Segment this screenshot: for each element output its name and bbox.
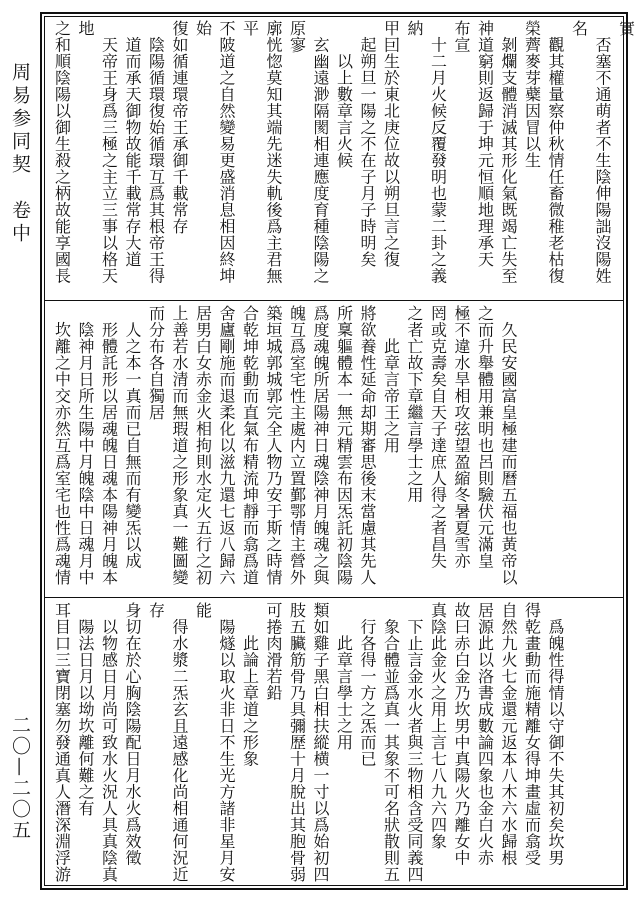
text-column: 行各得一方之炁而已 <box>358 602 377 767</box>
text-band-top <box>50 20 636 296</box>
text-column: 之而升舉體用兼明也呂則驗伏元滿皇 <box>475 305 495 569</box>
text-column: 觀其權量察仲秋情任畜微稚老枯復 <box>546 20 565 284</box>
text-column: 神道窮則返歸于坤元恒順地理承天 <box>475 20 495 268</box>
band-bottom-text <box>50 602 567 884</box>
text-column: 坎離之中交亦然互爲室宅也性爲魂情 <box>52 305 72 586</box>
text-column: 舍廬剛施而退柔化以滋九還七返八歸六 <box>217 305 236 586</box>
text-column: 陽燧以取火非日不生光方諸非星月安能 <box>193 602 236 883</box>
text-column: 道而承天御物故能千載常存大道 <box>123 20 142 268</box>
text-column: 陰神月日所生陽中月魄陰中日魂月中 <box>76 305 95 586</box>
text-column: 爲魄性得情以守御不失其初矣坎男 <box>546 602 565 866</box>
text-column: 起朔旦一陽之不在子月子時明矣 <box>358 20 377 268</box>
text-column: 故曰赤白金乃坎男中真陽火乃離女中 <box>452 602 471 866</box>
text-column: 此論上章道之形象 <box>240 602 260 767</box>
text-column: 布宣 <box>452 20 471 53</box>
text-column: 魄互爲室宅性主處内立置鄞鄂情主營外 <box>287 305 307 586</box>
text-column: 玄幽遠渺隔閡相連應度育種陰陽之原寥 <box>287 20 330 284</box>
text-column: 不陂道之自然變易更盛消息相因終坤始 <box>193 20 236 284</box>
text-column: 人之本一真而已自無而有變炁以成 <box>123 305 142 569</box>
text-column: 名 <box>569 20 589 37</box>
text-column: 所稟軀體本一無元精雲布因炁託初陰陽 <box>334 305 354 586</box>
text-column: 上善若水清而無瑕道之形象真一難圖變 <box>170 305 189 586</box>
text-column: 自然九火七金還元返本八木六水歸根 <box>499 602 518 866</box>
text-column: 可捲肉滑若鉛 <box>264 602 283 701</box>
text-column: 形體託形以居魂魄日魂本陽神月魄本 <box>99 305 119 586</box>
text-column: 實 <box>616 20 636 37</box>
text-column: 罔或克壽矣自天子達庶人得之者昌失 <box>428 305 448 569</box>
text-column: 極不違水旱相攻弦望盈縮冬暑夏雪亦 <box>452 305 471 569</box>
text-column: 以上數章言火候 <box>334 20 354 169</box>
text-column: 象合體並爲真一其象不可名狀散則五 <box>381 602 401 883</box>
band-divider-1 <box>44 300 624 301</box>
text-column: 復如循連環帝王承御千載常存 <box>170 20 189 235</box>
text-column: 下止言金水火者與三物相含受同義四 <box>405 602 424 883</box>
text-column: 天帝王身爲三極之主立三事以格天地 <box>76 20 119 284</box>
text-column: 久民安國富皇極建而曆五福也黃帝以 <box>499 305 518 586</box>
text-column: 合乾坤乾動而直氣布精流坤靜而翕爲道 <box>240 305 260 586</box>
margin-page-number: 二〇—二〇五 <box>9 715 31 841</box>
text-column: 廓恍惚莫知其端先迷失軌後爲主君無平 <box>240 20 283 284</box>
text-column: 陰陽循環復始循環互爲其根帝王得 <box>146 20 166 284</box>
text-column: 此章言帝王之用 <box>381 305 401 454</box>
text-column: 身切在於心胸陰陽配日月水火爲效徵 <box>123 602 142 866</box>
text-column: 之和順陰陽以御生殺之柄故能享國長 <box>52 20 72 284</box>
margin-title: 周易参同契 卷中 <box>9 62 31 246</box>
text-column: 得水漿二炁玄且遠感化尚相通何況近存 <box>146 602 189 883</box>
text-column: 築垣城郭城郭完全人物乃安于斯之時情 <box>264 305 283 586</box>
text-column: 得乾畫動而施精離女得坤畫虛而翕受 <box>522 602 542 866</box>
text-column: 居源此以洛書成數論四象也金白火赤 <box>475 602 495 866</box>
text-column: 陽法日月以坳坎離何難之有 <box>76 602 95 817</box>
text-column: 耳目口三寶閉塞勿發通真人潛深淵浮游 <box>52 602 72 883</box>
text-column: 真陰此金火之用上言七八九六四象 <box>428 602 448 850</box>
text-column: 而分布各自獨居 <box>146 305 166 421</box>
text-column: 十二月火候反覆發明也蒙二卦之義納 <box>405 20 448 284</box>
text-column: 居男白女赤金火相拘則水定火五行之初 <box>193 305 213 586</box>
text-column: 甲囙生於東北庚位故以朔旦言之復 <box>381 20 401 268</box>
text-column: 否塞不通萌者不生陰伸陽詘沒陽姓 <box>593 20 612 284</box>
text-band-middle <box>50 305 618 593</box>
text-column: 將欲養性延命却期審思後末當慮其先人 <box>358 305 377 586</box>
text-column: 榮薺麥芽蘗因冒以生 <box>522 20 542 169</box>
text-column: 爲度魂魄所居陽神日魂陰神月魄魂之與 <box>311 305 330 586</box>
text-column: 之者亡故下章繼言學士之用 <box>405 305 424 503</box>
text-band-bottom <box>50 602 618 884</box>
text-column: 肢五臟筋骨乃具彌歷十月脫出其胞骨弱 <box>287 602 307 883</box>
text-column: 以物感日月尚可致水火況人具真陰真 <box>99 602 119 883</box>
band-divider-2 <box>44 597 624 598</box>
band-middle-text <box>50 305 520 593</box>
text-column: 剝爛支體消滅其形化氣既竭亡失至 <box>499 20 518 284</box>
text-column: 此章言學士之用 <box>334 602 354 751</box>
band-top-text <box>50 20 638 296</box>
text-column: 類如雞子黑白相扶縱横一寸以爲始初四 <box>311 602 330 883</box>
